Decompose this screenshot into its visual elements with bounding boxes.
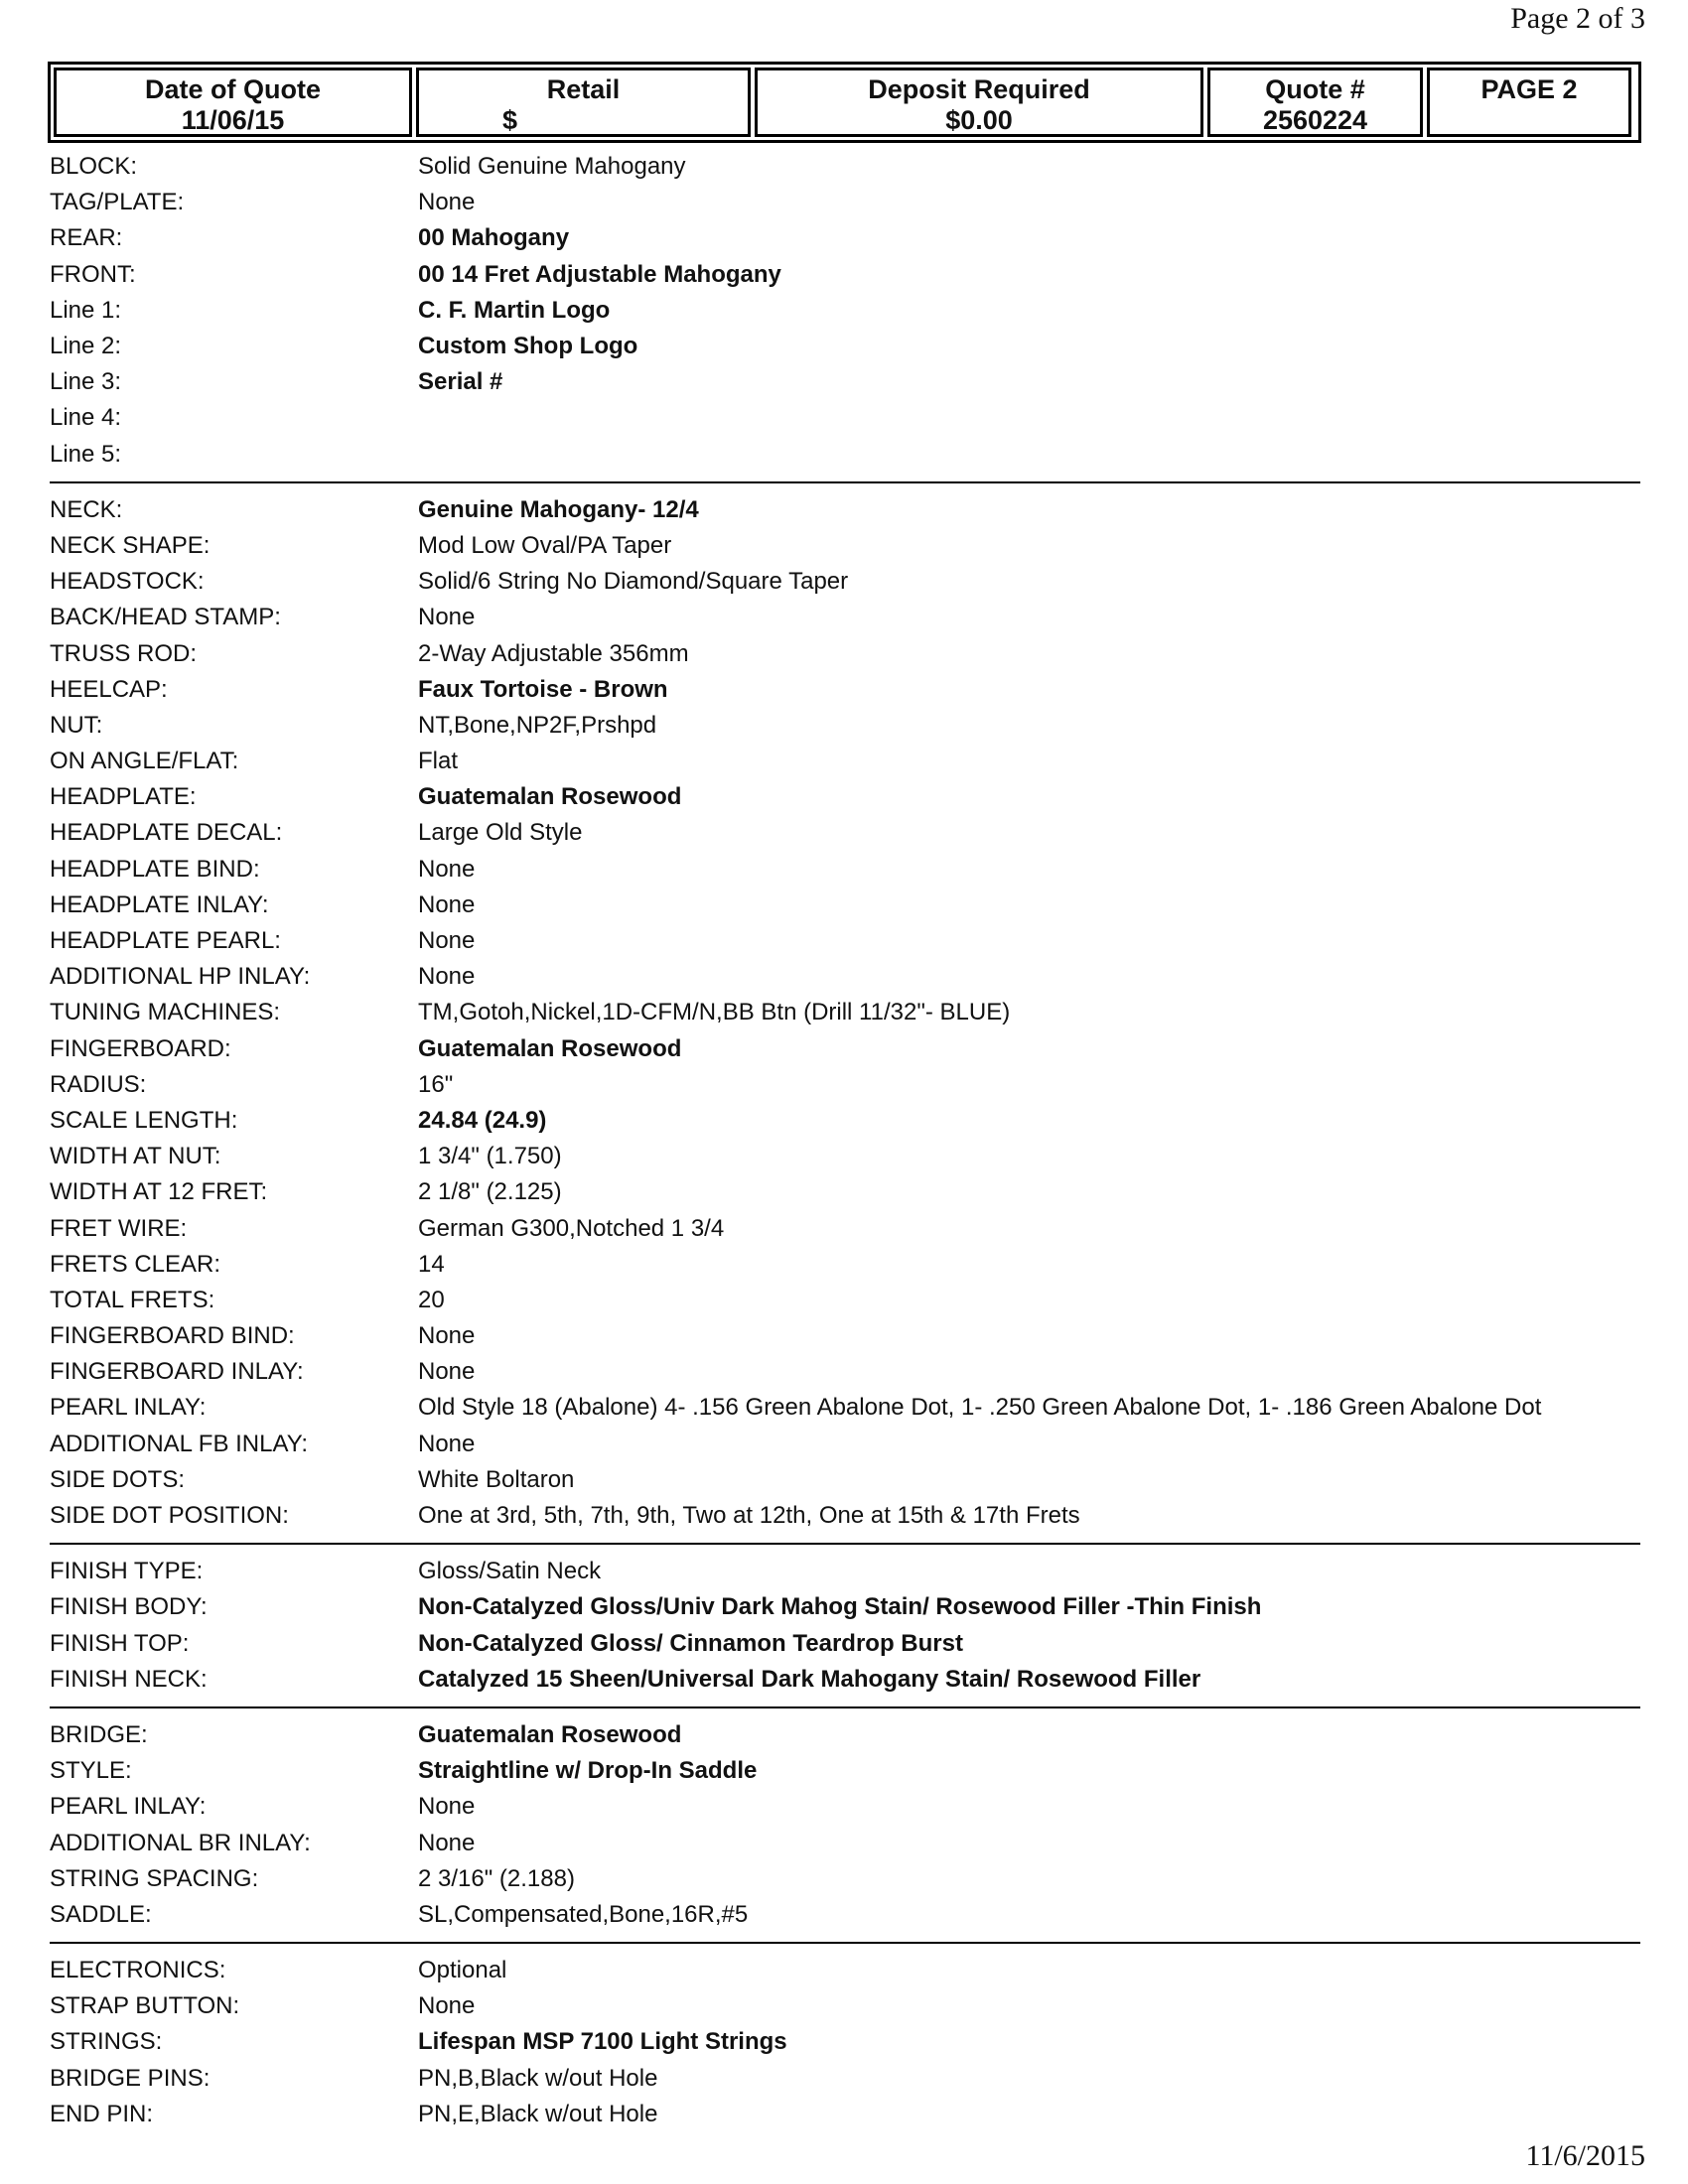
spec-label: PEARL INLAY: bbox=[50, 1793, 207, 1821]
quote-header-table bbox=[48, 62, 1641, 143]
spec-row bbox=[50, 1825, 1640, 1860]
date-of-quote-cell bbox=[54, 68, 412, 137]
spec-label: HEADPLATE INLAY: bbox=[50, 890, 269, 918]
spec-row bbox=[50, 815, 1640, 851]
spec-label: FINISH TOP: bbox=[50, 1629, 190, 1657]
spec-row bbox=[50, 635, 1640, 671]
date-of-quote-label: Date of Quote bbox=[144, 74, 321, 104]
spec-value: Old Style 18 (Abalone) 4- .156 Green Abalone Dot, 1- .250 Green Abalone Dot, 1- .186 Green Abalone Dot bbox=[418, 1394, 1542, 1422]
deposit-required-label: Deposit Required bbox=[868, 74, 1090, 104]
spec-label: Line 2: bbox=[50, 333, 122, 360]
spec-value: Mod Low Oval/PA Taper bbox=[418, 531, 672, 559]
spec-label: FINISH NECK: bbox=[50, 1665, 208, 1693]
spec-row bbox=[50, 1174, 1640, 1210]
spec-row bbox=[50, 329, 1640, 364]
spec-value: None bbox=[418, 1322, 476, 1350]
spec-label: ADDITIONAL HP INLAY: bbox=[50, 963, 311, 991]
spec-label: FINGERBOARD: bbox=[50, 1034, 231, 1062]
deposit-required-cell bbox=[755, 68, 1203, 137]
spec-row bbox=[50, 400, 1640, 436]
spec-value: One at 3rd, 5th, 7th, 9th, Two at 12th, One at 15th & 17th Frets bbox=[418, 1502, 1080, 1530]
spec-value: Large Old Style bbox=[418, 819, 583, 847]
spec-value: Straightline w/ Drop-In Saddle bbox=[418, 1757, 758, 1785]
spec-value: Flat bbox=[418, 748, 459, 775]
spec-row bbox=[50, 564, 1640, 600]
spec-row bbox=[50, 1589, 1640, 1625]
spec-label: HEELCAP: bbox=[50, 675, 168, 703]
spec-row bbox=[50, 1067, 1640, 1103]
spec-row bbox=[50, 437, 1640, 473]
spec-label: STRAP BUTTON: bbox=[50, 1992, 240, 2020]
spec-row bbox=[50, 1753, 1640, 1789]
spec-value: None bbox=[418, 1793, 476, 1821]
spec-value: None bbox=[418, 604, 476, 631]
spec-value: 20 bbox=[418, 1286, 445, 1313]
spec-value: None bbox=[418, 963, 476, 991]
spec-label: FRET WIRE: bbox=[50, 1214, 188, 1242]
spec-row bbox=[50, 2024, 1640, 2060]
spec-row bbox=[50, 1210, 1640, 1246]
spec-value: Guatemalan Rosewood bbox=[418, 1720, 682, 1748]
spec-label: TAG/PLATE: bbox=[50, 189, 185, 216]
spec-label: HEADSTOCK: bbox=[50, 568, 205, 596]
quote-number-label: Quote # bbox=[1265, 74, 1365, 104]
spec-label: WIDTH AT 12 FRET: bbox=[50, 1178, 268, 1206]
spec-value: 14 bbox=[418, 1250, 445, 1278]
spec-value: None bbox=[418, 890, 476, 918]
spec-value: Catalyzed 15 Sheen/Universal Dark Mahogany Stain/ Rosewood Filler bbox=[418, 1665, 1201, 1693]
spec-row bbox=[50, 528, 1640, 564]
spec-value: NT,Bone,NP2F,Prshpd bbox=[418, 711, 657, 739]
spec-value: None bbox=[418, 1358, 476, 1386]
spec-row bbox=[50, 2061, 1640, 2097]
spec-value: Serial # bbox=[418, 368, 503, 396]
spec-value: PN,E,Black w/out Hole bbox=[418, 2100, 658, 2127]
spec-value: Gloss/Satin Neck bbox=[418, 1558, 602, 1585]
spec-row bbox=[50, 293, 1640, 329]
spec-row bbox=[50, 364, 1640, 400]
spec-row bbox=[50, 1247, 1640, 1283]
date-of-quote-value: 11/06/15 bbox=[181, 105, 285, 135]
spec-section bbox=[50, 1942, 1640, 2141]
spec-value: 00 14 Fret Adjustable Mahogany bbox=[418, 260, 781, 288]
spec-value: Optional bbox=[418, 1957, 507, 1984]
spec-value: None bbox=[418, 927, 476, 955]
spec-label: TOTAL FRETS: bbox=[50, 1286, 215, 1313]
spec-row bbox=[50, 220, 1640, 256]
spec-label: SADDLE: bbox=[50, 1900, 152, 1928]
spec-label: Line 1: bbox=[50, 296, 122, 324]
spec-section bbox=[50, 1706, 1640, 1942]
spec-label: WIDTH AT NUT: bbox=[50, 1143, 221, 1170]
spec-label: SCALE LENGTH: bbox=[50, 1106, 238, 1134]
spec-label: RADIUS: bbox=[50, 1070, 147, 1098]
spec-row bbox=[50, 1318, 1640, 1354]
spec-label: REAR: bbox=[50, 224, 123, 252]
spec-value: None bbox=[418, 1992, 476, 2020]
spec-row bbox=[50, 600, 1640, 635]
spec-value: Guatemalan Rosewood bbox=[418, 783, 682, 811]
spec-row bbox=[50, 1662, 1640, 1698]
spec-value: Genuine Mahogany- 12/4 bbox=[418, 495, 699, 523]
spec-list bbox=[50, 149, 1640, 2141]
spec-value: German G300,Notched 1 3/4 bbox=[418, 1214, 725, 1242]
spec-label: END PIN: bbox=[50, 2100, 154, 2127]
spec-row bbox=[50, 923, 1640, 959]
spec-row bbox=[50, 959, 1640, 995]
spec-value: Faux Tortoise - Brown bbox=[418, 675, 668, 703]
spec-row bbox=[50, 257, 1640, 293]
spec-value: Non-Catalyzed Gloss/Univ Dark Mahog Stain/ Rosewood Filler -Thin Finish bbox=[418, 1593, 1262, 1621]
retail-label: Retail bbox=[546, 74, 621, 104]
spec-row bbox=[50, 887, 1640, 923]
spec-row bbox=[50, 1988, 1640, 2024]
spec-row bbox=[50, 708, 1640, 744]
spec-value: None bbox=[418, 189, 476, 216]
spec-label: TUNING MACHINES: bbox=[50, 999, 281, 1026]
spec-value: Guatemalan Rosewood bbox=[418, 1034, 682, 1062]
spec-row bbox=[50, 1953, 1640, 1988]
spec-value: TM,Gotoh,Nickel,1D-CFM/N,BB Btn (Drill 11/32"- BLUE) bbox=[418, 999, 1011, 1026]
spec-section bbox=[50, 149, 1640, 481]
spec-row bbox=[50, 852, 1640, 887]
spec-value: PN,B,Black w/out Hole bbox=[418, 2064, 658, 2092]
spec-label: ADDITIONAL FB INLAY: bbox=[50, 1430, 309, 1457]
spec-row bbox=[50, 1390, 1640, 1426]
spec-value: Solid Genuine Mahogany bbox=[418, 153, 686, 181]
spec-row bbox=[50, 1554, 1640, 1589]
spec-value: 2-Way Adjustable 356mm bbox=[418, 639, 689, 667]
spec-label: ADDITIONAL BR INLAY: bbox=[50, 1829, 311, 1856]
spec-row bbox=[50, 1462, 1640, 1498]
spec-label: ON ANGLE/FLAT: bbox=[50, 748, 239, 775]
spec-label: FINISH TYPE: bbox=[50, 1558, 204, 1585]
page-indicator: Page 2 of 3 bbox=[1510, 2, 1645, 35]
spec-value: 1 3/4" (1.750) bbox=[418, 1143, 562, 1170]
spec-label: Line 4: bbox=[50, 404, 122, 432]
spec-value: Non-Catalyzed Gloss/ Cinnamon Teardrop Burst bbox=[418, 1629, 963, 1657]
spec-label: BRIDGE PINS: bbox=[50, 2064, 211, 2092]
spec-label: PEARL INLAY: bbox=[50, 1394, 207, 1422]
spec-row bbox=[50, 1139, 1640, 1174]
spec-label: STRING SPACING: bbox=[50, 1864, 259, 1892]
spec-value: C. F. Martin Logo bbox=[418, 296, 611, 324]
spec-label: TRUSS ROD: bbox=[50, 639, 198, 667]
spec-label: BLOCK: bbox=[50, 153, 138, 181]
retail-value: $ bbox=[502, 105, 518, 135]
spec-row bbox=[50, 2097, 1640, 2132]
spec-label: FRETS CLEAR: bbox=[50, 1250, 221, 1278]
spec-label: HEADPLATE DECAL: bbox=[50, 819, 283, 847]
spec-value: White Boltaron bbox=[418, 1465, 575, 1493]
spec-value: Solid/6 String No Diamond/Square Taper bbox=[418, 568, 849, 596]
deposit-required-value: $0.00 bbox=[945, 105, 1013, 135]
spec-section bbox=[50, 1543, 1640, 1706]
spec-label: FINGERBOARD INLAY: bbox=[50, 1358, 304, 1386]
spec-label: BACK/HEAD STAMP: bbox=[50, 604, 281, 631]
spec-value: 00 Mahogany bbox=[418, 224, 570, 252]
page-label-cell bbox=[1427, 68, 1631, 137]
spec-label: Line 3: bbox=[50, 368, 122, 396]
retail-cell bbox=[416, 68, 751, 137]
spec-label: STYLE: bbox=[50, 1757, 132, 1785]
spec-row bbox=[50, 1031, 1640, 1067]
spec-value: 16" bbox=[418, 1070, 454, 1098]
spec-label: ELECTRONICS: bbox=[50, 1957, 226, 1984]
spec-label: BRIDGE: bbox=[50, 1720, 148, 1748]
quote-number-value: 2560224 bbox=[1262, 105, 1368, 135]
spec-row bbox=[50, 1498, 1640, 1534]
spec-row bbox=[50, 744, 1640, 779]
spec-row bbox=[50, 1897, 1640, 1933]
spec-row bbox=[50, 1717, 1640, 1753]
spec-value: SL,Compensated,Bone,16R,#5 bbox=[418, 1900, 749, 1928]
spec-label: FRONT: bbox=[50, 260, 136, 288]
spec-label: FINGERBOARD BIND: bbox=[50, 1322, 295, 1350]
spec-row bbox=[50, 1861, 1640, 1897]
spec-row bbox=[50, 1283, 1640, 1318]
spec-row bbox=[50, 1789, 1640, 1825]
spec-value: None bbox=[418, 1829, 476, 1856]
spec-label: STRINGS: bbox=[50, 2028, 163, 2056]
spec-label: HEADPLATE PEARL: bbox=[50, 927, 281, 955]
spec-label: NUT: bbox=[50, 711, 103, 739]
spec-label: SIDE DOT POSITION: bbox=[50, 1502, 289, 1530]
spec-value: Lifespan MSP 7100 Light Strings bbox=[418, 2028, 787, 2056]
spec-row bbox=[50, 1626, 1640, 1662]
footer-date: 11/6/2015 bbox=[1525, 2139, 1645, 2172]
spec-label: HEADPLATE: bbox=[50, 783, 197, 811]
spec-value: Custom Shop Logo bbox=[418, 333, 638, 360]
spec-label: FINISH BODY: bbox=[50, 1593, 208, 1621]
spec-row bbox=[50, 185, 1640, 220]
spec-row bbox=[50, 1427, 1640, 1462]
page-label: PAGE 2 bbox=[1480, 74, 1578, 104]
spec-value: None bbox=[418, 855, 476, 883]
spec-value: 2 3/16" (2.188) bbox=[418, 1864, 575, 1892]
quote-number-cell bbox=[1207, 68, 1423, 137]
spec-label: HEADPLATE BIND: bbox=[50, 855, 260, 883]
spec-value: 2 1/8" (2.125) bbox=[418, 1178, 562, 1206]
spec-value: None bbox=[418, 1430, 476, 1457]
spec-row bbox=[50, 672, 1640, 708]
spec-row bbox=[50, 1103, 1640, 1139]
spec-label: Line 5: bbox=[50, 440, 122, 468]
spec-row bbox=[50, 492, 1640, 528]
spec-row bbox=[50, 779, 1640, 815]
spec-section bbox=[50, 481, 1640, 1543]
spec-label: NECK: bbox=[50, 495, 123, 523]
spec-row bbox=[50, 149, 1640, 185]
spec-value: 24.84 (24.9) bbox=[418, 1106, 547, 1134]
spec-label: SIDE DOTS: bbox=[50, 1465, 186, 1493]
spec-label: NECK SHAPE: bbox=[50, 531, 211, 559]
spec-row bbox=[50, 1354, 1640, 1390]
spec-row bbox=[50, 995, 1640, 1030]
